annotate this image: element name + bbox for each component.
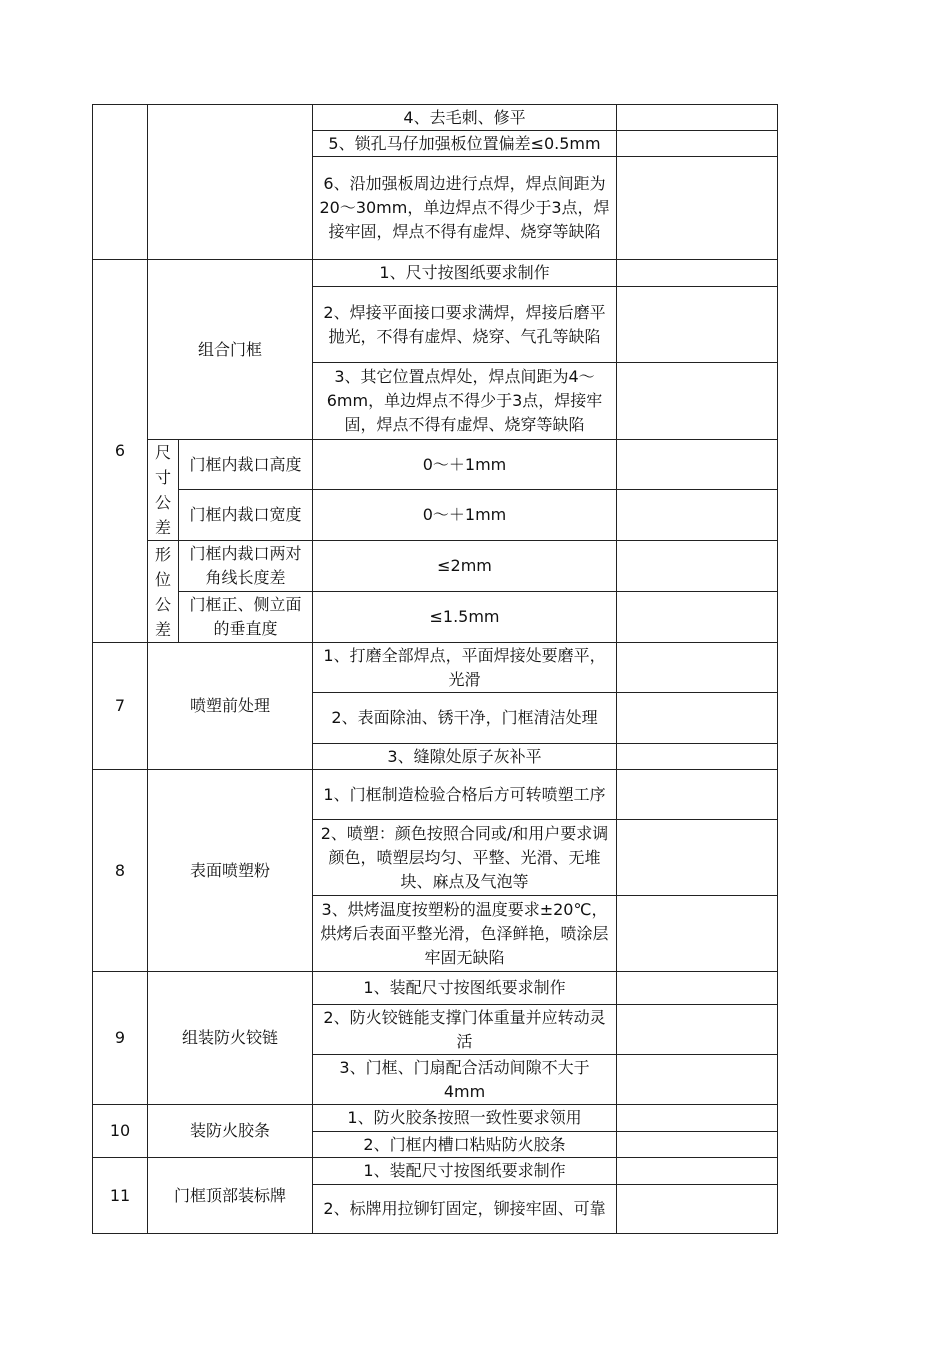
remark-cell bbox=[617, 643, 778, 693]
requirement-cell: 2、门框内槽口粘贴防火胶条 bbox=[313, 1132, 617, 1158]
requirement-cell: 2、表面除油、锈干净，门框清洁处理 bbox=[313, 693, 617, 744]
step-no-cell: 11 bbox=[93, 1158, 148, 1234]
requirement-cell: 2、焊接平面接口要求满焊，焊接后磨平抛光，不得有虚焊、烧穿、气孔等缺陷 bbox=[313, 287, 617, 363]
step-no-cell: 6 bbox=[93, 260, 148, 643]
remark-cell bbox=[617, 1055, 778, 1105]
requirement-cell: 6、沿加强板周边进行点焊，焊点间距为20～30mm，单边焊点不得少于3点，焊接牢固，焊点不得有虚焊、烧穿等缺陷 bbox=[313, 157, 617, 260]
step-no-cell bbox=[93, 105, 148, 260]
requirement-cell: 1、防火胶条按照一致性要求领用 bbox=[313, 1105, 617, 1132]
remark-cell bbox=[617, 490, 778, 541]
requirement-cell: 3、其它位置点焊处，焊点间距为4～6mm，单边焊点不得少于3点，焊接牢固，焊点不得有虚焊、烧穿等缺陷 bbox=[313, 363, 617, 440]
tolerance-item: 门框内裁口高度 bbox=[179, 440, 313, 490]
remark-cell bbox=[617, 287, 778, 363]
remark-cell bbox=[617, 1105, 778, 1132]
step-name-cell: 门框顶部装标牌 bbox=[148, 1158, 313, 1234]
tolerance-item: 门框正、侧立面的垂直度 bbox=[179, 592, 313, 643]
step-name-cell: 装防火胶条 bbox=[148, 1105, 313, 1158]
requirement-cell: 1、装配尺寸按图纸要求制作 bbox=[313, 1158, 617, 1185]
remark-cell bbox=[617, 1185, 778, 1234]
tolerance-item: 门框内裁口两对角线长度差 bbox=[179, 541, 313, 592]
remark-cell bbox=[617, 1132, 778, 1158]
remark-cell bbox=[617, 1158, 778, 1185]
remark-cell bbox=[617, 131, 778, 157]
step-no-cell: 7 bbox=[93, 643, 148, 770]
remark-cell bbox=[617, 896, 778, 972]
remark-cell bbox=[617, 105, 778, 131]
remark-cell bbox=[617, 260, 778, 287]
step-name-cell bbox=[148, 105, 313, 260]
remark-cell bbox=[617, 541, 778, 592]
step-no-cell: 9 bbox=[93, 972, 148, 1105]
remark-cell bbox=[617, 157, 778, 260]
step-no-cell: 10 bbox=[93, 1105, 148, 1158]
form-tolerance-label: 形位公差 bbox=[148, 541, 179, 643]
step-name-cell: 表面喷塑粉 bbox=[148, 770, 313, 972]
remark-cell bbox=[617, 820, 778, 896]
step-name-cell: 组装防火铰链 bbox=[148, 972, 313, 1105]
tolerance-item: 门框内裁口宽度 bbox=[179, 490, 313, 541]
remark-cell bbox=[617, 972, 778, 1005]
requirement-cell: 2、防火铰链能支撑门体重量并应转动灵活 bbox=[313, 1005, 617, 1055]
remark-cell bbox=[617, 770, 778, 820]
remark-cell bbox=[617, 1005, 778, 1055]
requirement-cell: 4、去毛刺、修平 bbox=[313, 105, 617, 131]
size-tolerance-label: 尺寸公差 bbox=[148, 440, 179, 541]
requirement-cell: 2、标牌用拉铆钉固定，铆接牢固、可靠 bbox=[313, 1185, 617, 1234]
requirement-cell: 3、门框、门扇配合活动间隙不大于4mm bbox=[313, 1055, 617, 1105]
tolerance-value: ≤1.5mm bbox=[313, 592, 617, 643]
requirement-cell: 5、锁孔马仔加强板位置偏差≤0.5mm bbox=[313, 131, 617, 157]
step-name-cell: 组合门框 bbox=[148, 260, 313, 440]
step-no-cell: 8 bbox=[93, 770, 148, 972]
requirement-cell: 3、缝隙处原子灰补平 bbox=[313, 744, 617, 770]
step-name-cell: 喷塑前处理 bbox=[148, 643, 313, 770]
requirement-cell: 1、尺寸按图纸要求制作 bbox=[313, 260, 617, 287]
requirement-cell: 1、门框制造检验合格后方可转喷塑工序 bbox=[313, 770, 617, 820]
requirement-cell: 3、烘烤温度按塑粉的温度要求±20℃，烘烤后表面平整光滑，色泽鲜艳，喷涂层牢固无缺陷 bbox=[313, 896, 617, 972]
process-inspection-table bbox=[92, 104, 778, 1234]
requirement-cell: 2、喷塑：颜色按照合同或/和用户要求调颜色，喷塑层均匀、平整、光滑、无堆块、麻点及气泡等 bbox=[313, 820, 617, 896]
remark-cell bbox=[617, 744, 778, 770]
tolerance-value: 0～＋1mm bbox=[313, 440, 617, 490]
tolerance-value: ≤2mm bbox=[313, 541, 617, 592]
remark-cell bbox=[617, 693, 778, 744]
requirement-cell: 1、打磨全部焊点，平面焊接处要磨平，光滑 bbox=[313, 643, 617, 693]
remark-cell bbox=[617, 363, 778, 440]
requirement-cell: 1、装配尺寸按图纸要求制作 bbox=[313, 972, 617, 1005]
remark-cell bbox=[617, 592, 778, 643]
remark-cell bbox=[617, 440, 778, 490]
tolerance-value: 0～＋1mm bbox=[313, 490, 617, 541]
